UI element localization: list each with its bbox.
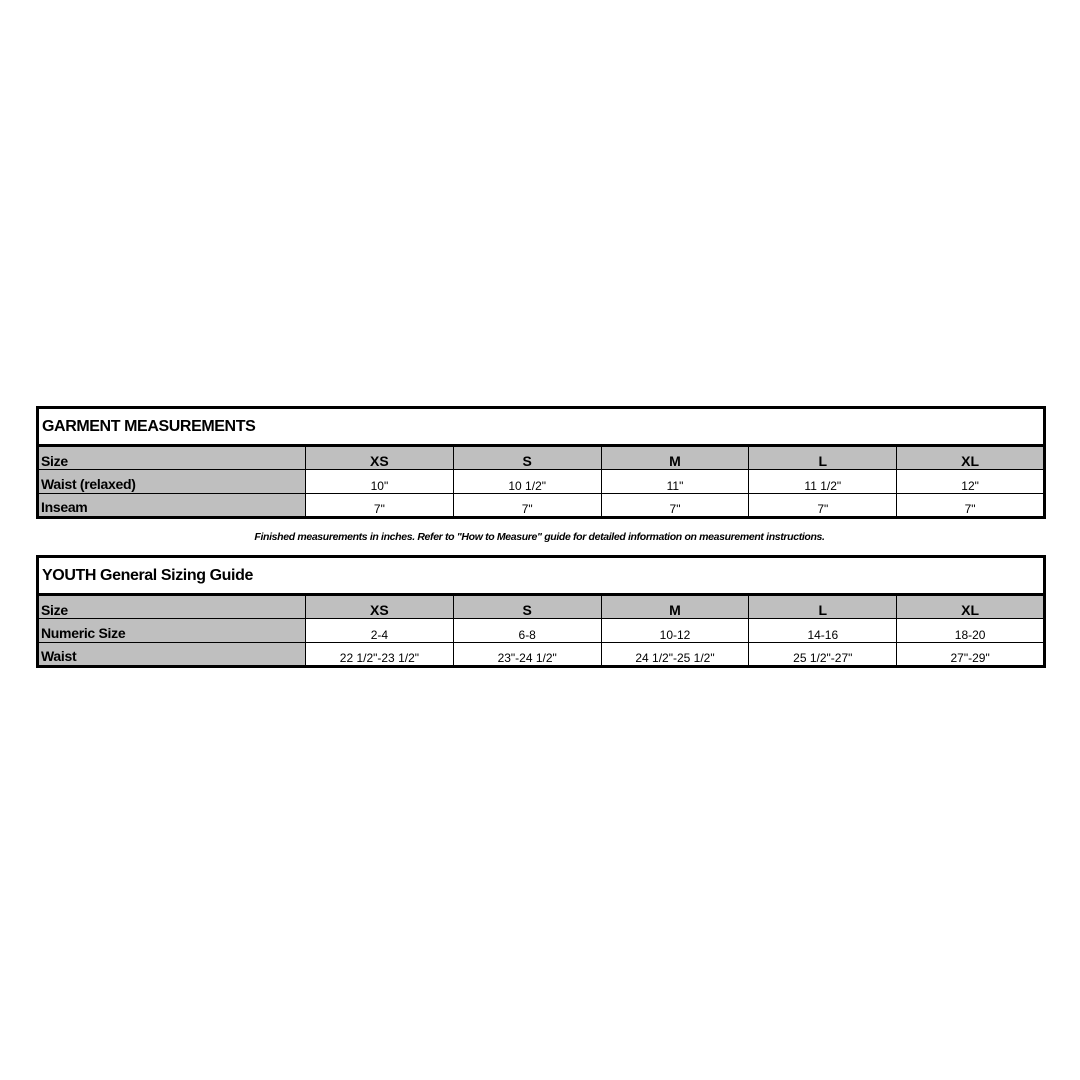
size-header-xs: XS bbox=[306, 446, 454, 470]
size-header-xs: XS bbox=[306, 595, 454, 619]
table-cell: 7" bbox=[306, 494, 454, 518]
garment-measurements-table bbox=[36, 406, 1046, 519]
table-cell: 22 1/2"-23 1/2" bbox=[306, 643, 454, 667]
garment-measurements-section bbox=[36, 406, 1043, 519]
table-cell: 24 1/2"-25 1/2" bbox=[601, 643, 749, 667]
size-header-m: M bbox=[601, 446, 749, 470]
table-cell: 27"-29" bbox=[897, 643, 1045, 667]
measurement-note: Finished measurements in inches. Refer to "How to Measure" guide for detailed information on measurement instructions. bbox=[254, 531, 825, 543]
youth-sizing-table bbox=[36, 555, 1046, 668]
youth-size-header-row bbox=[38, 595, 1045, 619]
table-cell: 10" bbox=[306, 470, 454, 494]
table-cell: 18-20 bbox=[897, 619, 1045, 643]
size-header-s: S bbox=[453, 595, 601, 619]
table-cell: 7" bbox=[749, 494, 897, 518]
table-cell: 11 1/2" bbox=[749, 470, 897, 494]
table-row bbox=[38, 643, 1045, 667]
table-row bbox=[38, 619, 1045, 643]
garment-size-header-row bbox=[38, 446, 1045, 470]
table-cell: 7" bbox=[453, 494, 601, 518]
size-header-label: Size bbox=[38, 595, 306, 619]
table-cell: 14-16 bbox=[749, 619, 897, 643]
table-cell: 10-12 bbox=[601, 619, 749, 643]
table-cell: 10 1/2" bbox=[453, 470, 601, 494]
youth-sizing-section bbox=[36, 555, 1043, 668]
size-header-s: S bbox=[453, 446, 601, 470]
size-header-label: Size bbox=[38, 446, 306, 470]
row-label-waist-relaxed: Waist (relaxed) bbox=[38, 470, 306, 494]
table-cell: 23"-24 1/2" bbox=[453, 643, 601, 667]
garment-table-title: GARMENT MEASUREMENTS bbox=[38, 408, 1045, 446]
row-label-numeric-size: Numeric Size bbox=[38, 619, 306, 643]
table-cell: 25 1/2"-27" bbox=[749, 643, 897, 667]
table-row bbox=[38, 494, 1045, 518]
size-header-xl: XL bbox=[897, 595, 1045, 619]
row-label-waist: Waist bbox=[38, 643, 306, 667]
table-cell: 2-4 bbox=[306, 619, 454, 643]
table-cell: 6-8 bbox=[453, 619, 601, 643]
table-cell: 7" bbox=[897, 494, 1045, 518]
table-cell: 11" bbox=[601, 470, 749, 494]
table-cell: 7" bbox=[601, 494, 749, 518]
size-header-l: L bbox=[749, 446, 897, 470]
table-row bbox=[38, 470, 1045, 494]
row-label-inseam: Inseam bbox=[38, 494, 306, 518]
youth-table-title: YOUTH General Sizing Guide bbox=[38, 557, 1045, 595]
size-header-xl: XL bbox=[897, 446, 1045, 470]
size-header-l: L bbox=[749, 595, 897, 619]
table-cell: 12" bbox=[897, 470, 1045, 494]
size-header-m: M bbox=[601, 595, 749, 619]
